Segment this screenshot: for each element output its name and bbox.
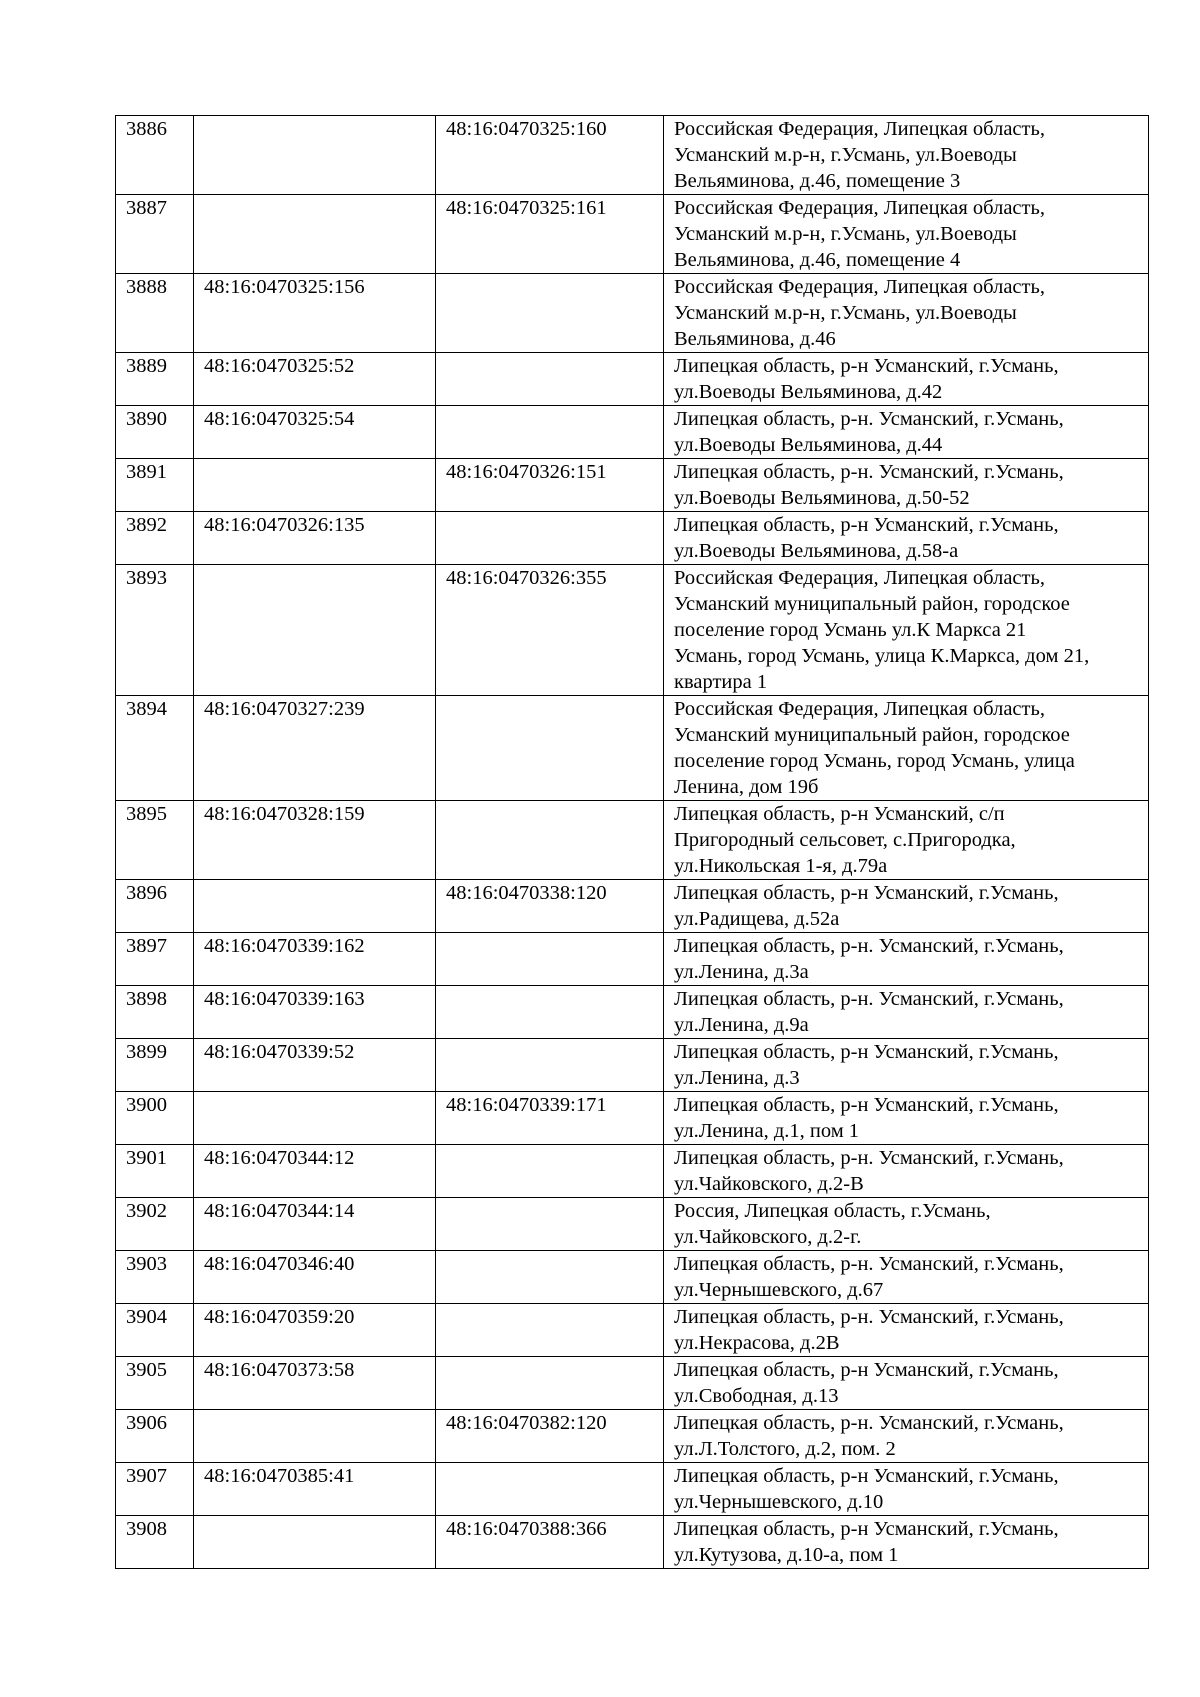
address-line: ул.Ленина, д.1, пом 1 — [674, 1120, 860, 1142]
address-line: квартира 1 — [674, 671, 768, 693]
address-line: Усманский муниципальный район, городское — [674, 724, 1070, 746]
object-cadastral-number-cell — [436, 1145, 664, 1198]
address-line: поселение город Усмань, город Усмань, улица — [674, 750, 1075, 772]
land-cadastral-number-cell: 48:16:0470339:52 — [194, 1039, 436, 1092]
address-line: поселение город Усмань ул.К Маркса 21 — [674, 619, 1027, 641]
address-line: Липецкая область, р-н Усманский, г.Усмань, — [674, 1518, 1059, 1540]
object-cadastral-number-cell: 48:16:0470326:151 — [436, 459, 664, 512]
address-line: Российская Федерация, Липецкая область, — [674, 118, 1045, 140]
table-row — [116, 696, 1149, 801]
table-row — [116, 512, 1149, 565]
address-line: ул.Воеводы Вельяминова, д.58-а — [674, 540, 959, 562]
row-number-cell: 3906 — [116, 1410, 194, 1463]
row-number-cell: 3902 — [116, 1198, 194, 1251]
address-line: ул.Чайковского, д.2-В — [674, 1173, 864, 1195]
table-row — [116, 116, 1149, 195]
table-row — [116, 459, 1149, 512]
land-cadastral-number-cell: 48:16:0470373:58 — [194, 1357, 436, 1410]
address-line: Усманский м.р-н, г.Усмань, ул.Воеводы — [674, 223, 1017, 245]
address-line: ул.Никольская 1-я, д.79а — [674, 855, 888, 877]
land-cadastral-number-cell: 48:16:0470328:159 — [194, 801, 436, 880]
object-cadastral-number-cell: 48:16:0470326:355 — [436, 565, 664, 696]
object-cadastral-number-cell — [436, 1039, 664, 1092]
row-number-cell: 3889 — [116, 353, 194, 406]
table-row — [116, 1463, 1149, 1516]
address-line: Липецкая область, р-н Усманский, г.Усмань, — [674, 1359, 1059, 1381]
row-number-cell: 3888 — [116, 274, 194, 353]
land-cadastral-number-cell: 48:16:0470325:52 — [194, 353, 436, 406]
address-line: Россия, Липецкая область, г.Усмань, — [674, 1200, 991, 1222]
document-page — [115, 115, 1148, 1569]
address-line: Вельяминова, д.46, помещение 3 — [674, 170, 961, 192]
address-line: ул.Воеводы Вельяминова, д.44 — [674, 434, 943, 456]
table-row — [116, 353, 1149, 406]
object-cadastral-number-cell — [436, 1463, 664, 1516]
table-row — [116, 1198, 1149, 1251]
address-line: ул.Ленина, д.3 — [674, 1067, 800, 1089]
address-line: Российская Федерация, Липецкая область, — [674, 276, 1045, 298]
land-cadastral-number-cell: 48:16:0470325:54 — [194, 406, 436, 459]
table-row — [116, 986, 1149, 1039]
address-cell — [664, 1251, 1149, 1304]
object-cadastral-number-cell: 48:16:0470325:161 — [436, 195, 664, 274]
row-number-cell: 3897 — [116, 933, 194, 986]
row-number-cell: 3903 — [116, 1251, 194, 1304]
address-line: Российская Федерация, Липецкая область, — [674, 197, 1045, 219]
address-cell — [664, 406, 1149, 459]
row-number-cell: 3890 — [116, 406, 194, 459]
object-cadastral-number-cell: 48:16:0470388:366 — [436, 1516, 664, 1569]
address-line: Вельяминова, д.46, помещение 4 — [674, 249, 961, 271]
land-cadastral-number-cell: 48:16:0470326:135 — [194, 512, 436, 565]
address-line: Ленина, дом 19б — [674, 776, 819, 798]
row-number-cell: 3891 — [116, 459, 194, 512]
table-row — [116, 274, 1149, 353]
table-row — [116, 1145, 1149, 1198]
address-line: Липецкая область, р-н. Усманский, г.Усмань, — [674, 1412, 1064, 1434]
address-line: Липецкая область, р-н Усманский, с/п — [674, 803, 1005, 825]
address-cell — [664, 274, 1149, 353]
object-cadastral-number-cell: 48:16:0470338:120 — [436, 880, 664, 933]
land-cadastral-number-cell: 48:16:0470385:41 — [194, 1463, 436, 1516]
land-cadastral-number-cell — [194, 880, 436, 933]
row-number-cell: 3904 — [116, 1304, 194, 1357]
address-line: Усманский муниципальный район, городское — [674, 593, 1070, 615]
address-line: Липецкая область, р-н Усманский, г.Усмань, — [674, 1094, 1059, 1116]
row-number-cell: 3894 — [116, 696, 194, 801]
object-cadastral-number-cell — [436, 986, 664, 1039]
address-line: ул.Свободная, д.13 — [674, 1385, 839, 1407]
address-cell — [664, 1304, 1149, 1357]
registry-table-body — [116, 116, 1149, 1569]
address-cell — [664, 1145, 1149, 1198]
address-line: Липецкая область, р-н Усманский, г.Усмань, — [674, 1465, 1059, 1487]
land-cadastral-number-cell — [194, 459, 436, 512]
address-cell — [664, 933, 1149, 986]
address-line: Российская Федерация, Липецкая область, — [674, 698, 1045, 720]
row-number-cell: 3896 — [116, 880, 194, 933]
table-row — [116, 801, 1149, 880]
table-row — [116, 1357, 1149, 1410]
address-line: Липецкая область, р-н. Усманский, г.Усмань, — [674, 1147, 1064, 1169]
row-number-cell: 3905 — [116, 1357, 194, 1410]
land-cadastral-number-cell — [194, 1516, 436, 1569]
address-cell — [664, 1357, 1149, 1410]
address-line: Липецкая область, р-н. Усманский, г.Усмань, — [674, 461, 1064, 483]
address-cell — [664, 512, 1149, 565]
address-cell — [664, 565, 1149, 696]
land-cadastral-number-cell: 48:16:0470344:14 — [194, 1198, 436, 1251]
address-line: Пригородный сельсовет, с.Пригородка, — [674, 829, 1016, 851]
land-cadastral-number-cell: 48:16:0470359:20 — [194, 1304, 436, 1357]
land-cadastral-number-cell — [194, 116, 436, 195]
address-cell — [664, 116, 1149, 195]
row-number-cell: 3895 — [116, 801, 194, 880]
object-cadastral-number-cell — [436, 1251, 664, 1304]
address-line: Усманский м.р-н, г.Усмань, ул.Воеводы — [674, 144, 1017, 166]
address-line: Липецкая область, р-н. Усманский, г.Усмань, — [674, 988, 1064, 1010]
table-row — [116, 933, 1149, 986]
address-cell — [664, 1410, 1149, 1463]
object-cadastral-number-cell — [436, 1198, 664, 1251]
address-line: Липецкая область, р-н Усманский, г.Усмань, — [674, 882, 1059, 904]
address-line: Липецкая область, р-н Усманский, г.Усмань, — [674, 1041, 1059, 1063]
address-line: ул.Ленина, д.9а — [674, 1014, 809, 1036]
address-line: ул.Кутузова, д.10-а, пом 1 — [674, 1544, 899, 1566]
address-line: Липецкая область, р-н Усманский, г.Усмань, — [674, 514, 1059, 536]
object-cadastral-number-cell — [436, 1357, 664, 1410]
table-row — [116, 1410, 1149, 1463]
table-row — [116, 1516, 1149, 1569]
address-line: Вельяминова, д.46 — [674, 328, 836, 350]
land-cadastral-number-cell: 48:16:0470339:162 — [194, 933, 436, 986]
address-cell — [664, 801, 1149, 880]
address-cell — [664, 353, 1149, 406]
address-line: Липецкая область, р-н. Усманский, г.Усмань, — [674, 1253, 1064, 1275]
address-line: Усманский м.р-н, г.Усмань, ул.Воеводы — [674, 302, 1017, 324]
address-line: Российская Федерация, Липецкая область, — [674, 567, 1045, 589]
address-line: ул.Некрасова, д.2В — [674, 1332, 840, 1354]
table-row — [116, 1304, 1149, 1357]
row-number-cell: 3886 — [116, 116, 194, 195]
address-cell — [664, 880, 1149, 933]
address-line: Липецкая область, р-н. Усманский, г.Усмань, — [674, 408, 1064, 430]
address-cell — [664, 986, 1149, 1039]
row-number-cell: 3908 — [116, 1516, 194, 1569]
row-number-cell: 3901 — [116, 1145, 194, 1198]
row-number-cell: 3900 — [116, 1092, 194, 1145]
table-row — [116, 195, 1149, 274]
land-cadastral-number-cell: 48:16:0470325:156 — [194, 274, 436, 353]
row-number-cell: 3907 — [116, 1463, 194, 1516]
land-cadastral-number-cell — [194, 195, 436, 274]
table-row — [116, 1092, 1149, 1145]
row-number-cell: 3887 — [116, 195, 194, 274]
address-line: ул.Воеводы Вельяминова, д.42 — [674, 381, 943, 403]
address-line: Усмань, город Усмань, улица К.Маркса, дом 21, — [674, 645, 1090, 667]
address-cell — [664, 696, 1149, 801]
table-row — [116, 565, 1149, 696]
table-row — [116, 880, 1149, 933]
address-line: ул.Воеводы Вельяминова, д.50-52 — [674, 487, 970, 509]
land-cadastral-number-cell — [194, 1092, 436, 1145]
object-cadastral-number-cell — [436, 696, 664, 801]
object-cadastral-number-cell — [436, 933, 664, 986]
address-cell — [664, 1516, 1149, 1569]
row-number-cell: 3893 — [116, 565, 194, 696]
address-line: ул.Ленина, д.3а — [674, 961, 809, 983]
object-cadastral-number-cell: 48:16:0470382:120 — [436, 1410, 664, 1463]
object-cadastral-number-cell — [436, 512, 664, 565]
land-cadastral-number-cell: 48:16:0470346:40 — [194, 1251, 436, 1304]
address-cell — [664, 459, 1149, 512]
address-cell — [664, 1198, 1149, 1251]
table-row — [116, 1251, 1149, 1304]
row-number-cell: 3899 — [116, 1039, 194, 1092]
address-line: Липецкая область, р-н. Усманский, г.Усмань, — [674, 1306, 1064, 1328]
object-cadastral-number-cell — [436, 353, 664, 406]
land-cadastral-number-cell — [194, 1410, 436, 1463]
address-line: ул.Чернышевского, д.67 — [674, 1279, 884, 1301]
object-cadastral-number-cell: 48:16:0470339:171 — [436, 1092, 664, 1145]
address-cell — [664, 1463, 1149, 1516]
table-row — [116, 1039, 1149, 1092]
land-cadastral-number-cell: 48:16:0470339:163 — [194, 986, 436, 1039]
land-cadastral-number-cell — [194, 565, 436, 696]
address-line: ул.Чайковского, д.2-г. — [674, 1226, 862, 1248]
object-cadastral-number-cell: 48:16:0470325:160 — [436, 116, 664, 195]
land-cadastral-number-cell: 48:16:0470344:12 — [194, 1145, 436, 1198]
address-line: ул.Л.Толстого, д.2, пом. 2 — [674, 1438, 896, 1460]
object-cadastral-number-cell — [436, 1304, 664, 1357]
table-row — [116, 406, 1149, 459]
address-cell — [664, 1039, 1149, 1092]
object-cadastral-number-cell — [436, 801, 664, 880]
address-cell — [664, 195, 1149, 274]
address-line: Липецкая область, р-н Усманский, г.Усмань, — [674, 355, 1059, 377]
row-number-cell: 3892 — [116, 512, 194, 565]
land-cadastral-number-cell: 48:16:0470327:239 — [194, 696, 436, 801]
address-line: ул.Чернышевского, д.10 — [674, 1491, 884, 1513]
object-cadastral-number-cell — [436, 274, 664, 353]
row-number-cell: 3898 — [116, 986, 194, 1039]
address-line: ул.Радищева, д.52а — [674, 908, 840, 930]
registry-table — [115, 115, 1149, 1569]
address-cell — [664, 1092, 1149, 1145]
address-line: Липецкая область, р-н. Усманский, г.Усмань, — [674, 935, 1064, 957]
object-cadastral-number-cell — [436, 406, 664, 459]
